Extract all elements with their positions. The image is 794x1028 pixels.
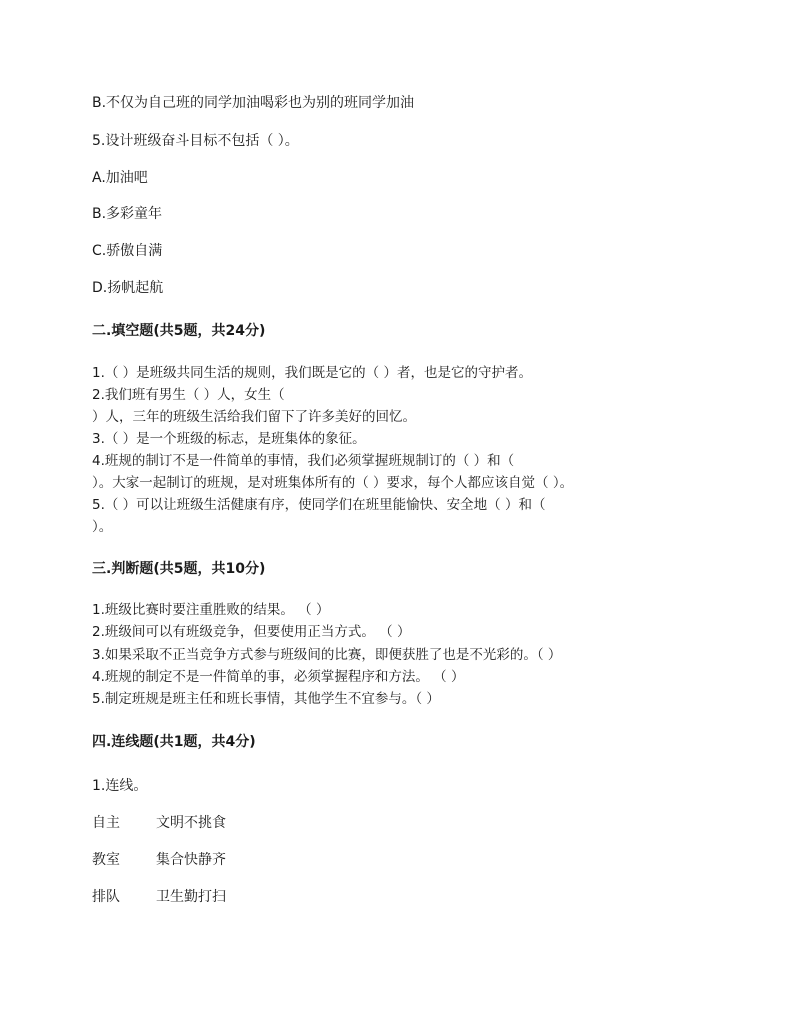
- fill-line-6: ）。大家一起制订的班规，是对班集体所有的（ ）要求，每个人都应该自觉（ ）。: [92, 475, 574, 491]
- fill-line-4: 3.（ ）是一个班级的标志，是班集体的象征。: [92, 431, 366, 447]
- match-right-item: 卫生勤打扫: [156, 889, 226, 905]
- section3-title: 三.判断题(共5题，共10分): [92, 561, 266, 577]
- fill-line-7: 5.（ ）可以让班级生活健康有序，使同学们在班里能愉快、安全地（ ）和（: [92, 497, 546, 513]
- q4-option-b: B.不仅为自己班的同学加油喝彩也为别的班同学加油: [92, 95, 415, 111]
- section4-title: 四.连线题(共1题，共4分): [92, 734, 256, 750]
- match-row: [92, 887, 226, 907]
- q5-option-b: B.多彩童年: [92, 206, 163, 222]
- fill-line-8: ）。: [92, 519, 113, 535]
- judge-line-4: 4.班规的制定不是一件简单的事，必须掌握程序和方法。 （ ）: [92, 669, 465, 685]
- judge-line-5: 5.制定班规是班主任和班长事情，其他学生不宜参与。（ ）: [92, 691, 440, 707]
- judge-line-3: 3.如果采取不正当竞争方式参与班级间的比赛，即便获胜了也是不光彩的。（ ）: [92, 647, 562, 663]
- fill-line-3: ）人，三年的班级生活给我们留下了许多美好的回忆。: [92, 409, 416, 425]
- match-row: [92, 850, 226, 870]
- fill-line-2: 2.我们班有男生（ ）人，女生（: [92, 387, 285, 403]
- match-right-item: 文明不挑食: [156, 815, 226, 831]
- fill-line-1: 1.（ ）是班级共同生活的规则，我们既是它的（ ）者，也是它的守护者。: [92, 365, 532, 381]
- match-left-item: 教室: [92, 852, 120, 868]
- q5-option-c: C.骄傲自满: [92, 243, 163, 259]
- judge-line-1: 1.班级比赛时要注重胜败的结果。 （ ）: [92, 602, 330, 618]
- q5-option-d: D.扬帆起航: [92, 280, 164, 296]
- q5-option-a: A.加油吧: [92, 170, 148, 186]
- match-left-item: 自主: [92, 815, 120, 831]
- match-right-item: 集合快静齐: [156, 852, 226, 868]
- match-question: 1.连线。: [92, 778, 148, 794]
- fill-line-5: 4.班规的制订不是一件简单的事情，我们必须掌握班规制订的（ ）和（: [92, 453, 515, 469]
- match-row: [92, 813, 226, 833]
- q5-question: 5.设计班级奋斗目标不包括（ ）。: [92, 133, 299, 149]
- section2-title: 二.填空题(共5题，共24分): [92, 323, 266, 339]
- judge-line-2: 2.班级间可以有班级竞争，但要使用正当方式。 （ ）: [92, 624, 411, 640]
- match-left-item: 排队: [92, 889, 120, 905]
